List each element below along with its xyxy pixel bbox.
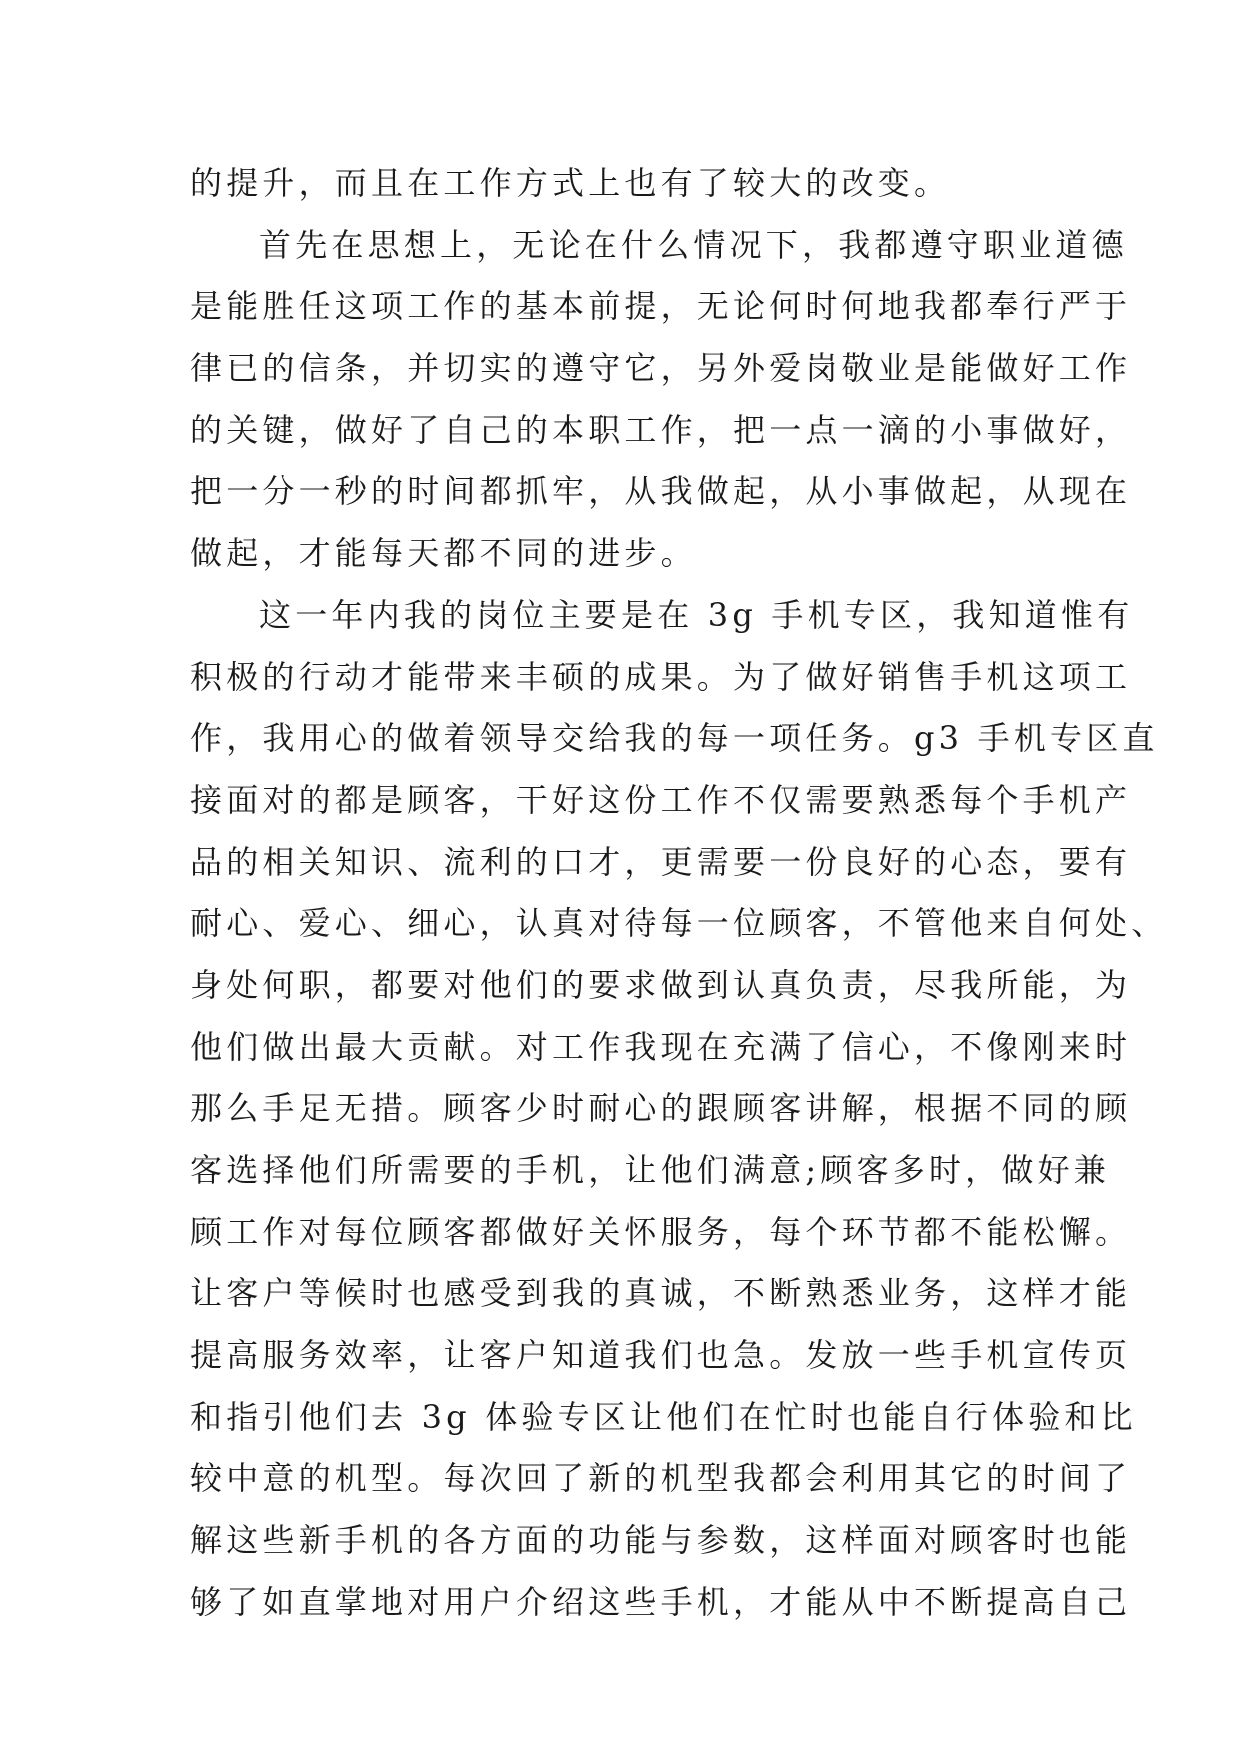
text-line: 客选择他们所需要的手机，让他们满意;顾客多时，做好兼 bbox=[190, 1151, 1110, 1189]
text-line: 身处何职，都要对他们的要求做到认真负责，尽我所能，为 bbox=[190, 965, 1132, 1004]
text-line: 接面对的都是顾客，干好这份工作不仅需要熟悉每个手机产 bbox=[190, 780, 1132, 819]
paragraph-start-line: 这一年内我的岗位主要是在 3g 手机专区，我知道惟有 bbox=[259, 595, 1134, 634]
body-text bbox=[190, 153, 1168, 1634]
text-line: 积极的行动才能带来丰硕的成果。为了做好销售手机这项工 bbox=[190, 657, 1132, 696]
text-line: 他们做出最大贡献。对工作我现在充满了信心，不像刚来时 bbox=[190, 1027, 1132, 1066]
text-line: 较中意的机型。每次回了新的机型我都会利用其它的时间了 bbox=[190, 1459, 1132, 1498]
text-line: 耐心、爱心、细心，认真对待每一位顾客，不管他来自何处、 bbox=[190, 904, 1168, 943]
text-line: 律已的信条，并切实的遵守它，另外爱岗敬业是能做好工作 bbox=[190, 349, 1132, 388]
text-line: 做起，才能每天都不同的进步。 bbox=[190, 534, 697, 573]
text-line: 解这些新手机的各方面的功能与参数，这样面对顾客时也能 bbox=[190, 1521, 1132, 1560]
text-line: 顾工作对每位顾客都做好关怀服务，每个环节都不能松懈。 bbox=[190, 1212, 1132, 1251]
text-line: 的关键，做好了自己的本职工作，把一点一滴的小事做好， bbox=[190, 410, 1132, 449]
text-line: 让客户等候时也感受到我的真诚，不断熟悉业务，这样才能 bbox=[190, 1274, 1132, 1313]
text-line: 和指引他们去 3g 体验专区让他们在忙时也能自行体验和比 bbox=[190, 1397, 1137, 1436]
text-line: 那么手足无措。顾客少时耐心的跟顾客讲解，根据不同的顾 bbox=[190, 1089, 1132, 1128]
text-line: 提高服务效率，让客户知道我们也急。发放一些手机宣传页 bbox=[190, 1336, 1132, 1375]
text-line: 作，我用心的做着领导交给我的每一项任务。g3 手机专区直 bbox=[190, 719, 1159, 758]
text-line: 品的相关知识、流利的口才，更需要一份良好的心态，要有 bbox=[190, 842, 1132, 881]
text-line: 够了如直掌地对用户介绍这些手机，才能从中不断提高自己 bbox=[190, 1582, 1132, 1621]
text-line: 是能胜任这项工作的基本前提，无论何时何地我都奉行严于 bbox=[190, 287, 1132, 326]
text-line: 的提升，而且在工作方式上也有了较大的改变。 bbox=[190, 164, 951, 202]
paragraph-start-line: 首先在思想上，无论在什么情况下，我都遵守职业道德 bbox=[259, 225, 1128, 264]
text-line: 把一分一秒的时间都抓牢，从我做起，从小事做起，从现在 bbox=[190, 472, 1132, 511]
